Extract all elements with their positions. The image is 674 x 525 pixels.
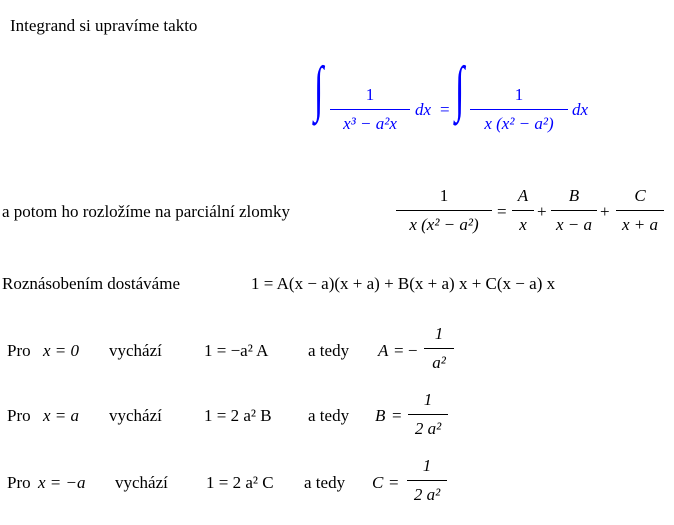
case-condition: x = a <box>43 406 80 425</box>
case-fraction-den: 2 a² <box>413 485 441 504</box>
decomp-term-b-den: x − a <box>555 215 593 234</box>
case-fraction-den: 2 a² <box>414 419 442 438</box>
case-result: 1 = −a² A <box>204 341 269 360</box>
case-pro: Pro <box>7 341 31 360</box>
integral-rhs-fraction <box>470 85 568 134</box>
decomp-plus-2: + <box>600 202 610 221</box>
case-equals: = <box>392 406 402 425</box>
case-vychazi: vychází <box>109 406 162 425</box>
case-vychazi: vychází <box>109 341 162 360</box>
case-fraction-num: 1 <box>423 390 433 409</box>
case-fraction-num: 1 <box>422 456 432 475</box>
integral-sign-right: ∫ <box>455 55 465 123</box>
case-tedy: a tedy <box>308 341 350 360</box>
integral-lhs-fraction <box>330 85 410 134</box>
decomp-term-a-den: x <box>519 215 527 234</box>
intro-text: Integrand si upravíme takto <box>10 16 198 35</box>
decomp-term-a <box>512 186 534 235</box>
case-result: 1 = 2 a² C <box>206 473 274 492</box>
integral-equals: = <box>440 100 450 119</box>
case-fraction-num: 1 <box>434 324 444 343</box>
integral-lhs-numerator: 1 <box>365 85 375 104</box>
case-tedy: a tedy <box>304 473 346 492</box>
decomp-term-b-num: B <box>568 186 580 205</box>
integral-sign-left: ∫ <box>314 55 324 123</box>
case-condition: x = −a <box>38 473 86 492</box>
case-result: 1 = 2 a² B <box>204 406 272 425</box>
case-equals: = <box>389 473 399 492</box>
case-pro: Pro <box>7 406 31 425</box>
decomp-term-a-num: A <box>517 186 529 205</box>
multiply-equation: 1 = A(x − a)(x + a) + B(x + a) x + C(x − a) x <box>251 274 556 293</box>
case-equals: = − <box>394 341 418 360</box>
integral-dx-right: dx <box>572 100 589 119</box>
integral-rhs-numerator: 1 <box>514 85 524 104</box>
case-variable: C <box>372 473 384 492</box>
decomp-lhs-numerator: 1 <box>439 186 449 205</box>
case-fraction <box>407 456 447 505</box>
integral-dx-left: dx <box>415 100 432 119</box>
integral-rhs-denominator: x (x² − a²) <box>484 114 554 133</box>
integral-lhs-denominator: x³ − a²x <box>343 114 397 133</box>
case-condition: x = 0 <box>43 341 80 360</box>
case-fraction <box>424 324 454 373</box>
decomp-equals: = <box>497 202 507 221</box>
case-fraction-den: a² <box>432 353 446 372</box>
decomp-lhs-fraction <box>396 186 492 235</box>
decomp-plus-1: + <box>537 202 547 221</box>
decomp-text: a potom ho rozložíme na parciální zlomky <box>2 202 290 221</box>
decomp-term-c <box>616 186 664 235</box>
case-pro: Pro <box>7 473 31 492</box>
case-tedy: a tedy <box>308 406 350 425</box>
case-variable: B <box>375 406 386 425</box>
decomp-term-b <box>551 186 597 235</box>
multiply-text: Roznásobením dostáváme <box>2 274 180 293</box>
decomp-term-c-num: C <box>634 186 646 205</box>
case-fraction <box>408 390 448 439</box>
decomp-term-c-den: x + a <box>621 215 659 234</box>
decomp-lhs-denominator: x (x² − a²) <box>409 215 479 234</box>
case-variable: A <box>378 341 389 360</box>
case-vychazi: vychází <box>115 473 168 492</box>
